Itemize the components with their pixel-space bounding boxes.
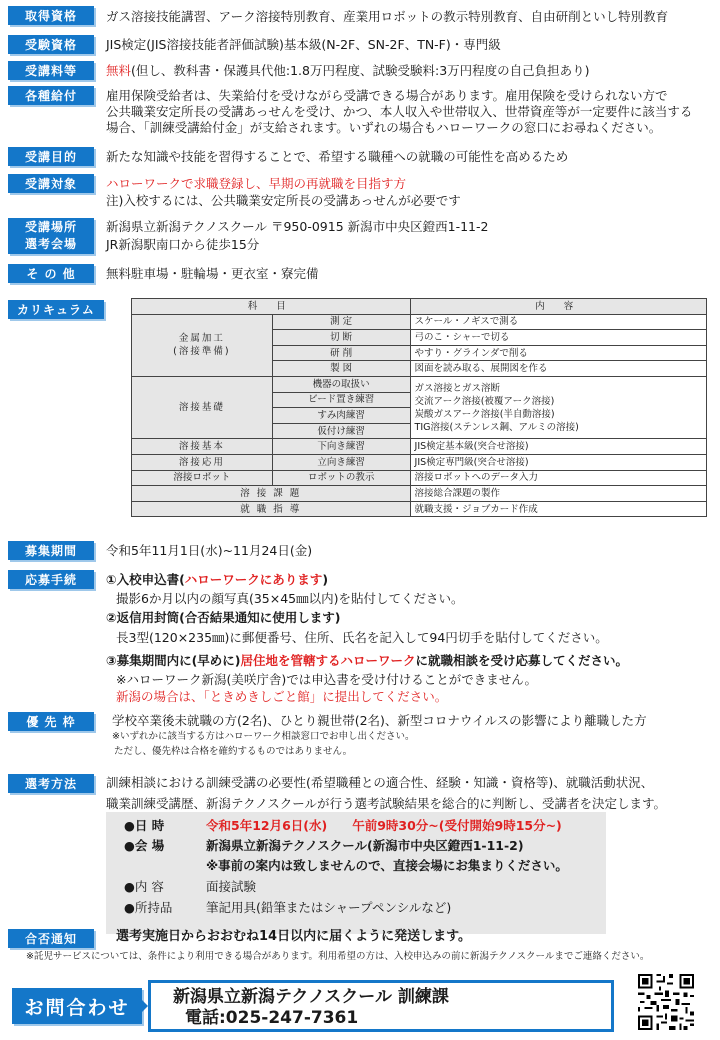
text-gohi: 選考実施日からおおむね14日以内に届くように発送します。 <box>116 929 472 944</box>
text-kyufu-3: 場合、「訓練受講給付金」が支給されます。いずれの場合もハローワークの窓口にお尋ねください。 <box>106 120 662 135</box>
text-taisho-note: 注)入校するには、公共職業安定所長の受講あっせんが必要です <box>106 193 461 208</box>
text-basho-1: 新潟県立新潟テクノスクール 〒950-0915 新潟市中央区鐙西1-11-2 <box>106 219 489 234</box>
label-shikaku: 取得資格 <box>8 6 94 25</box>
senko-line-1: 訓練相談における訓練受講の必要性(希望職種との適合性、経験・知識・資格等)、就職活動状況、 <box>106 775 654 790</box>
senko-line-2: 職業訓練受講歴、新潟テクノスクールが行う選考試験結果を総合的に判断し、受講者を決定します。 <box>106 796 667 811</box>
label-basho-1: 受講場所 <box>24 220 77 234</box>
text-juken: JIS検定(JIS溶接技能者評価試験)基本級(N-2F、SN-2F、TN-F)・専門級 <box>106 37 501 52</box>
label-yusen: 優 先 枠 <box>8 712 94 731</box>
text-taisho: ハローワークで求職登録し、早期の再就職を目指す方 <box>106 176 407 191</box>
step1-title-a: ①入校申込書( <box>106 572 185 587</box>
step2-text: 長3型(120×235㎜)に郵便番号、住所、氏名を記入して94円切手を貼付してください。 <box>116 630 608 645</box>
curriculum-wide-shushoku: 就 職 指 導 <box>132 501 411 517</box>
curriculum-wide-kadai: 溶 接 課 題 <box>132 486 411 502</box>
text-boshu: 令和5年11月1日(水)~11月24日(金) <box>106 543 313 558</box>
senko-items-key: ●所持品 <box>124 900 173 915</box>
step3-note: ※ハローワーク新潟(美咲庁舎)では申込書を受け付けることができません。 <box>116 672 537 687</box>
label-basho-2: 選考会場 <box>24 237 77 251</box>
label-senko: 選考方法 <box>8 774 94 793</box>
senko-date-key: ●日 時 <box>124 818 165 833</box>
text-ryokin <box>106 63 712 78</box>
ryokin-free: 無料 <box>106 63 132 78</box>
ryokin-note: (但し、教科書・保護具代他:1.8万円程度、試験受験料:3万円程度の自己負担あり) <box>131 63 590 78</box>
label-taisho: 受講対象 <box>8 174 94 193</box>
curriculum-content: JIS検定専門級(突合せ溶接) <box>410 454 706 470</box>
footnote: ※託児サービスについては、条件により利用できる場合があります。利用希望の方は、入校申込みの前に新潟テクノスクールまでご連絡ください。 <box>26 951 650 962</box>
curriculum-kiso-line: 炭酸ガスアーク溶接(半自動溶接) <box>414 408 555 420</box>
senko-items-value: 筆記用具(鉛筆またはシャープペンシルなど) <box>206 900 452 915</box>
curriculum-header-subject: 科 目 <box>132 299 411 315</box>
contact-box <box>148 980 614 1032</box>
senko-place-key: ●会 場 <box>124 838 165 853</box>
curriculum-content: JIS検定基本級(突合せ溶接) <box>410 439 706 455</box>
contact-label: お問合わせ <box>12 988 142 1024</box>
curriculum-sub: 立向き練習 <box>272 454 410 470</box>
step1-title-red: ハローワークにあります <box>184 572 323 587</box>
senko-date-value: 令和5年12月6日(水) 午前9時30分~(受付開始9時15分~) <box>206 818 562 833</box>
text-mokuteki: 新たな知識や技能を習得することで、希望する職種への就職の可能性を高めるため <box>106 149 569 164</box>
curriculum-group-kinzoku-line2: (溶接準備) <box>173 346 231 358</box>
curriculum-group-kinzoku-line1: 金属加工 <box>178 333 225 345</box>
text-yusen: 学校卒業後未就職の方(2名)、ひとり親世帯(2名)、新型コロナウイルスの影響により離職した方 <box>112 713 647 728</box>
label-basho <box>8 218 94 254</box>
step3-text <box>106 653 712 668</box>
curriculum-content: 弓のこ・シャーで切る <box>410 330 706 346</box>
curriculum-content: 図面を読み取る、展開図を作る <box>410 361 706 377</box>
curriculum-sub: 研 削 <box>272 345 410 361</box>
contact-name: 新潟県立新潟テクノスクール 訓練課 <box>173 987 449 1007</box>
curriculum-content: スケール・ノギスで測る <box>410 314 706 330</box>
senko-content-key: ●内 容 <box>124 879 164 894</box>
label-gohi: 合否通知 <box>8 929 94 948</box>
label-juken: 受験資格 <box>8 35 94 54</box>
curriculum-sub: 下向き練習 <box>272 439 410 455</box>
curriculum-kiso-line: TIG溶接(ステンレス鋼、アルミの溶接) <box>414 421 579 433</box>
yusen-note-1: ※いずれかに該当する方はハローワーク相談窓口でお申し出ください。 <box>112 731 415 742</box>
label-kyufu: 各種給付 <box>8 86 94 105</box>
qr-code-icon <box>636 972 696 1032</box>
senko-place-note: ※事前の案内は致しませんので、直接会場にお集まりください。 <box>206 858 568 873</box>
curriculum-content: 溶接ロボットへのデータ入力 <box>410 470 706 486</box>
step3-red: 居住地を管轄するハローワーク <box>240 653 416 668</box>
curriculum-group-robot: 溶接ロボット <box>132 470 273 486</box>
step2-title: ②返信用封筒(合否結果通知に使用します) <box>106 610 341 625</box>
step1-title-end: ) <box>322 572 329 587</box>
curriculum-sub: 製 図 <box>272 361 410 377</box>
label-boshu: 募集期間 <box>8 541 94 560</box>
label-ryokin: 受講料等 <box>8 61 94 80</box>
curriculum-kiso-line: 交流アーク溶接(被覆アーク溶接) <box>414 395 555 407</box>
step3-note-red: 新潟の場合は、「ときめきしごと館」に提出してください。 <box>116 689 448 704</box>
curriculum-group-kihon: 溶接基本 <box>132 439 273 455</box>
curriculum-table <box>131 298 707 517</box>
step3-b: に就職相談を受け応募してください。 <box>415 653 629 668</box>
senko-place-value: 新潟県立新潟テクノスクール(新潟市中央区鐙西1-11-2) <box>206 838 524 853</box>
text-basho-2: JR新潟駅南口から徒歩15分 <box>106 237 260 252</box>
step1-text: 撮影6か月以内の顔写真(35×45㎜以内)を貼付してください。 <box>116 591 464 606</box>
curriculum-content: 就職支援・ジョブカード作成 <box>410 501 706 517</box>
curriculum-sub: すみ肉練習 <box>272 408 410 424</box>
text-kyufu-1: 雇用保険受給者は、失業給付を受けながら受講できる場合があります。雇用保険を受けられない方で <box>106 88 668 103</box>
curriculum-sub: ロボットの教示 <box>272 470 410 486</box>
curriculum-sub: 測 定 <box>272 314 410 330</box>
step3-a: ③募集期間内に(早めに) <box>106 653 241 668</box>
contact-tel: 電話:025-247-7361 <box>185 1008 359 1028</box>
label-sonota: そ の 他 <box>8 264 94 283</box>
curriculum-content: やすり・グラインダで削る <box>410 345 706 361</box>
curriculum-kiso-line: ガス溶接とガス溶断 <box>414 382 501 394</box>
senko-content-value: 面接試験 <box>206 879 257 894</box>
label-curriculum: カリキュラム <box>8 300 104 319</box>
curriculum-content-kiso <box>410 376 706 438</box>
curriculum-sub: 仮付け練習 <box>272 423 410 439</box>
curriculum-header-content: 内 容 <box>410 299 706 315</box>
text-shikaku: ガス溶接技能講習、アーク溶接特別教育、産業用ロボットの教示特別教育、自由研削といし特別教育 <box>106 9 669 24</box>
curriculum-content: 溶接総合課題の製作 <box>410 486 706 502</box>
text-kyufu-2: 公共職業安定所長の受講あっせんを受け、かつ、本人収入や世帯収入、世帯資産等が一定要件に該当する <box>106 104 693 119</box>
curriculum-sub: 機器の取扱い <box>272 376 410 392</box>
yusen-note-2: ただし、優先枠は合格を確約するものではありません。 <box>114 746 353 757</box>
label-mokuteki: 受講目的 <box>8 147 94 166</box>
contact-arrow <box>136 994 148 1018</box>
curriculum-sub: ビード置き練習 <box>272 392 410 408</box>
curriculum-group-kinzoku <box>132 314 273 376</box>
curriculum-sub: 切 断 <box>272 330 410 346</box>
curriculum-group-kiso: 溶接基礎 <box>132 376 273 438</box>
label-tetsuzuki: 応募手続 <box>8 570 94 589</box>
step1-title <box>106 572 712 587</box>
text-sonota: 無料駐車場・駐輪場・更衣室・寮完備 <box>106 266 319 281</box>
curriculum-group-oyo: 溶接応用 <box>132 454 273 470</box>
